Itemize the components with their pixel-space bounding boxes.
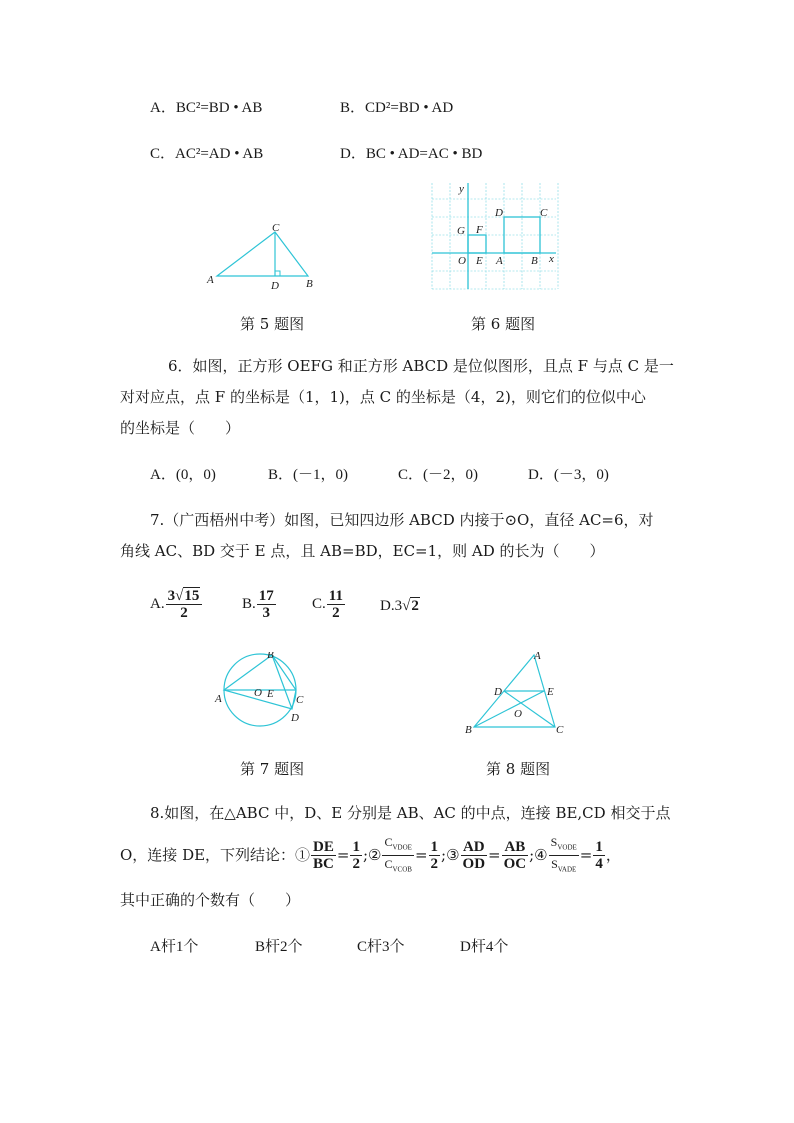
q8-option-c: C杆3个 — [357, 939, 405, 955]
q6-option-a: A．(0，0) — [150, 467, 216, 483]
quadrilateral-abcd — [224, 655, 296, 709]
label-b: B — [531, 255, 538, 267]
segment-be — [474, 691, 544, 727]
q8-option-b: B杆2个 — [255, 939, 303, 955]
triangle-abc — [217, 232, 308, 276]
label-c: C — [272, 222, 280, 234]
label-d: D — [494, 686, 502, 698]
q7-option-d: D.3√2 — [380, 598, 419, 614]
q6-option-d: D．(－3，0) — [528, 467, 609, 483]
label-d: D — [271, 280, 279, 292]
fraction-a: $\frac{3√15}{2}$ — [166, 588, 203, 621]
label-d: D — [291, 712, 299, 724]
figure-8 — [460, 645, 575, 740]
figure-5 — [200, 218, 325, 294]
q8-option-d: D杆4个 — [460, 939, 509, 955]
label-c: C — [556, 724, 564, 736]
q8-line3: 其中正确的个数有（ ） — [120, 891, 301, 909]
question-6 — [120, 351, 680, 444]
q7-option-a: A. $\frac{3√15}{2}$ — [150, 588, 203, 621]
label-o: O — [514, 708, 522, 720]
q5-option-d: D．BC • AD=AC • BD — [340, 146, 483, 162]
label-y: y — [459, 183, 464, 195]
label-b: B — [465, 724, 472, 736]
question-7 — [120, 505, 680, 567]
q6-line3: 的坐标是（ ） — [120, 419, 241, 437]
caption-fig7: 第 7 题图 — [240, 760, 305, 778]
square-oefg — [468, 235, 486, 253]
q7-line1: 7.（广西梧州中考）如图，已知四边形 ABCD 内接于⊙O，直径 AC=6，对 — [150, 511, 654, 529]
diagonal-bd — [272, 655, 292, 709]
right-angle-mark — [275, 271, 280, 276]
label-b: B — [306, 278, 313, 290]
label-c: C — [540, 207, 548, 219]
caption-fig6: 第 6 题图 — [471, 315, 536, 333]
q6-option-c: C．(－2，0) — [398, 467, 478, 483]
sqrt-symbol: √2 — [402, 598, 419, 614]
q8-line1: 8.如图，在△ABC 中，D、E 分别是 AB、AC 的中点，连接 BE,CD 相交于点 — [150, 804, 671, 822]
q6-line2: 对对应点，点 F 的坐标是（1，1)，点 C 的坐标是（4，2)，则它们的位似中心 — [120, 388, 646, 406]
label-e: E — [267, 688, 274, 700]
label-d: D — [495, 207, 503, 219]
q7-line2: 角线 AC、BD 交于 E 点，且 AB=BD，EC=1，则 AD 的长为（ ） — [120, 542, 605, 560]
label-a: A — [207, 274, 214, 286]
label-a: A — [215, 693, 222, 705]
caption-fig5: 第 5 题图 — [240, 315, 305, 333]
label-c: C — [296, 694, 304, 706]
question-8 — [120, 798, 680, 829]
label-o: O — [458, 255, 466, 267]
q6-line1: 6．如图，正方形 OEFG 和正方形 ABCD 是位似图形，且点 F 与点 C 是一 — [168, 357, 674, 375]
grid — [432, 183, 558, 289]
q5-option-b: B．CD²=BD • AD — [340, 100, 454, 116]
q8-line2: O，连接 DE，下列结论：① $\frac{DE}{BC}$ = $\frac{1}{2}$ ;② $\frac{C_{VDOE}}{C_{VCOB}}$ = $\frac{1}{2}$ ;③ $\frac{AD}{OD}$ = $\frac{AB}{OC}$ ;④ $\frac{S_{VODE}}{S_{VADE}}$ = $\frac{1}{4}$ ， — [120, 835, 621, 874]
label-g: G — [457, 225, 465, 237]
label-a: A — [534, 650, 541, 662]
q5-option-c: C．AC²=AD • AB — [150, 146, 264, 162]
q8-option-a: A杆1个 — [150, 939, 199, 955]
label-x: x — [549, 253, 554, 265]
figure-6 — [430, 183, 560, 291]
label-f: F — [476, 224, 483, 236]
label-o: O — [254, 687, 262, 699]
label-e: E — [547, 686, 554, 698]
label-a: A — [496, 255, 503, 267]
label-b: B — [267, 652, 274, 661]
q6-option-b: B．(－1，0) — [268, 467, 348, 483]
q5-option-a: A．BC²=BD • AB — [150, 100, 263, 116]
sqrt-symbol: √15 — [175, 588, 200, 604]
q7-option-c: C. $\frac{11}{2}$ — [312, 588, 343, 621]
label-e: E — [476, 255, 483, 267]
figure-7 — [212, 652, 312, 732]
caption-fig8: 第 8 题图 — [486, 760, 551, 778]
q7-option-b: B. $\frac{17}{3}$ — [242, 588, 274, 621]
